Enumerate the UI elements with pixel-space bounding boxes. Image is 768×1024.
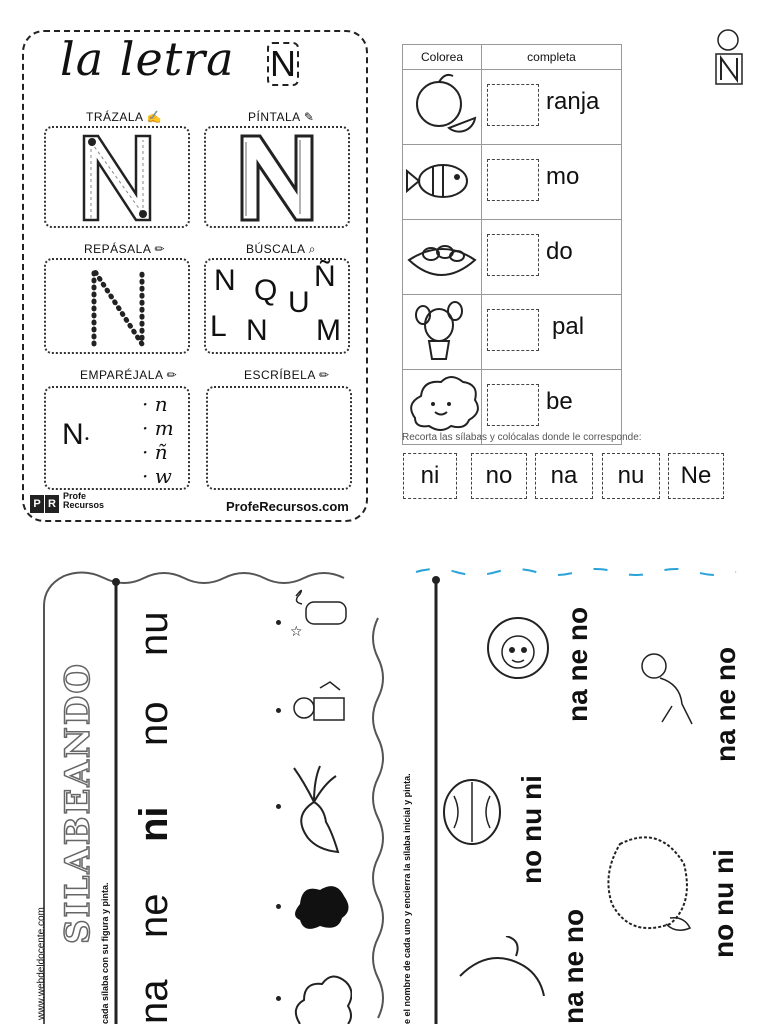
orange-icon xyxy=(403,70,479,140)
syllable-options: na ne no xyxy=(562,606,593,722)
word-ending: pal xyxy=(552,313,585,340)
cut-instruction: Recorta las sílabas y colócalas donde le corresponde: xyxy=(402,432,642,443)
find-letter: N xyxy=(214,264,236,297)
find-box xyxy=(204,258,350,354)
pencil-icon: ✏ xyxy=(166,368,178,382)
magnifier-icon: ⌕ xyxy=(308,242,316,256)
nest-icon xyxy=(403,220,479,290)
title-letter-box: N xyxy=(267,42,299,86)
word-ending: mo xyxy=(546,163,580,190)
syllable: no xyxy=(132,701,176,746)
syllable: nu xyxy=(132,611,176,656)
find-letter: L xyxy=(210,310,227,343)
source-url: www.webdeldocente.com xyxy=(36,907,47,1020)
svg-text:☆: ☆ xyxy=(290,624,303,640)
match-option: · m xyxy=(142,416,174,440)
find-letter: M xyxy=(316,314,341,347)
syllable: ni xyxy=(132,806,176,842)
grandma-icon xyxy=(478,606,558,690)
find-label: BÚSCALA ⌕ xyxy=(246,242,316,256)
match-option: · n xyxy=(142,392,168,416)
match-dot xyxy=(276,904,281,909)
cactus-icon xyxy=(403,295,479,365)
cutout-syllable[interactable]: Ne xyxy=(668,453,724,499)
answer-box[interactable] xyxy=(487,234,539,276)
match-option: · w xyxy=(142,464,172,488)
night-icon xyxy=(286,582,350,642)
syllable: ne xyxy=(132,893,176,938)
table-row xyxy=(403,145,622,220)
crayon-icon: ✎ xyxy=(303,110,315,124)
match-dot xyxy=(276,708,281,713)
pencil-icon: ✏ xyxy=(319,368,330,382)
girl-with-letter-icon xyxy=(710,24,750,92)
dotted-letter-icon xyxy=(46,260,188,352)
find-letter: Ñ xyxy=(314,260,336,293)
hook-icon xyxy=(456,936,556,996)
match-dot xyxy=(276,620,281,625)
baby-icon xyxy=(632,648,702,732)
silabeando-title: SILABEANDO xyxy=(58,662,98,944)
outlined-letter-icon xyxy=(206,128,348,226)
review-label: REPÁSALA ✏ xyxy=(84,242,166,256)
worksheet-title: la letra xyxy=(60,32,235,86)
col-header-complete: completa xyxy=(482,45,622,70)
syllable: na xyxy=(132,979,176,1024)
syllable-options: na ne no xyxy=(558,908,589,1024)
stain-icon xyxy=(290,880,352,936)
pencil-icon: ✏ xyxy=(154,242,166,256)
write-box xyxy=(206,386,352,490)
match-source-letter: N xyxy=(62,418,84,451)
table-row xyxy=(403,70,622,145)
find-letter: N xyxy=(246,314,268,347)
cutout-syllable[interactable]: nu xyxy=(602,453,660,499)
syllable-options: no nu ni xyxy=(516,775,547,884)
cloud-icon xyxy=(290,966,352,1024)
table-row xyxy=(403,220,622,295)
syllable-options: na ne no xyxy=(710,646,741,762)
match-option: · ñ xyxy=(142,440,168,464)
cutout-syllable[interactable]: na xyxy=(535,453,593,499)
paint-label: PÍNTALA ✎ xyxy=(248,110,315,124)
col-header-color: Colorea xyxy=(403,45,482,70)
walnut-icon xyxy=(440,776,504,848)
match-label: EMPARÉJALA ✏ xyxy=(80,368,178,382)
word-ending: be xyxy=(546,388,573,415)
site-url: ProfeRecursos.com xyxy=(226,499,349,514)
paint-box xyxy=(204,126,350,228)
coconut-icon xyxy=(600,824,700,944)
pencil-hand-icon: ✍ xyxy=(146,110,163,124)
profe-recursos-logo: P RProfe Recursos xyxy=(30,492,104,513)
word-ending: do xyxy=(546,238,573,265)
match-box xyxy=(44,386,190,490)
card3-instruction: cada sílaba con su figura y pinta. xyxy=(100,882,110,1024)
cutout-syllable[interactable]: no xyxy=(471,453,527,499)
table-row xyxy=(403,295,622,370)
fish-icon xyxy=(403,145,479,215)
match-dot xyxy=(276,996,281,1001)
write-label: ESCRÍBELA ✏ xyxy=(244,368,330,382)
card4-instruction: e el nombre de cada uno y encierra la sílaba inicial y pinta. xyxy=(402,773,412,1024)
find-letter: Q xyxy=(254,274,278,307)
answer-box[interactable] xyxy=(487,384,539,426)
answer-box[interactable] xyxy=(487,159,539,201)
cloud-icon xyxy=(403,370,479,440)
boy-icon xyxy=(286,678,350,738)
answer-box[interactable] xyxy=(487,84,539,126)
syllable-options: no nu ni xyxy=(708,849,739,958)
beet-icon xyxy=(284,764,350,854)
trace-box xyxy=(44,126,190,228)
trace-letter-icon xyxy=(46,128,188,226)
trace-label: TRÁZALA ✍ xyxy=(86,110,163,124)
syllable-table xyxy=(402,44,622,445)
match-dot xyxy=(276,804,281,809)
match-dot: • xyxy=(84,434,90,445)
word-ending: ranja xyxy=(546,88,600,115)
cutout-syllable[interactable]: ni xyxy=(403,453,457,499)
review-box xyxy=(44,258,190,354)
answer-box[interactable] xyxy=(487,309,539,351)
find-letter: U xyxy=(288,286,310,319)
